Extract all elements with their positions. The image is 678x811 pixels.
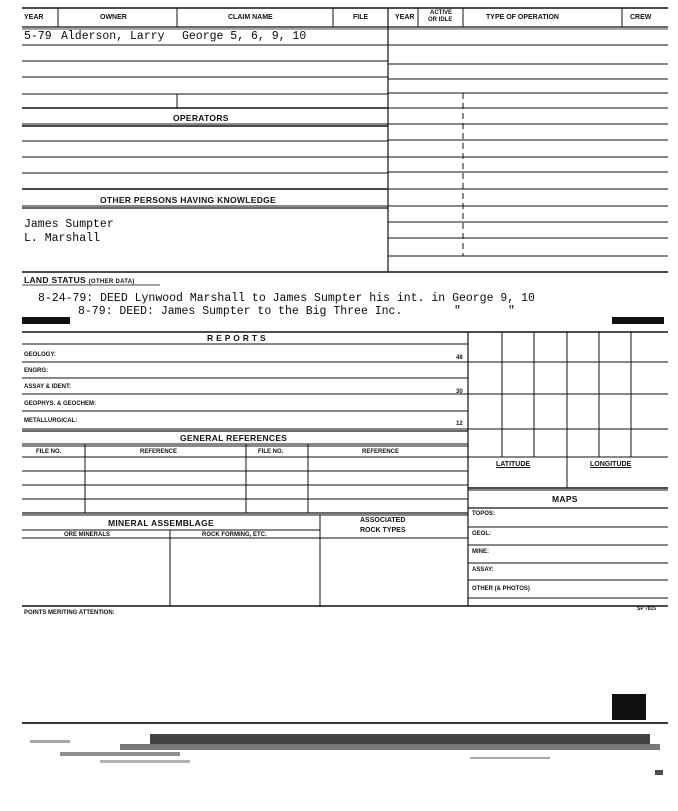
associated-label: ASSOCIATED: [360, 517, 406, 524]
owner-row-owner: Alderson, Larry: [61, 30, 165, 43]
ref-reference-1: REFERENCE: [140, 449, 178, 455]
general-references-heading: GENERAL REFERENCES: [180, 433, 288, 443]
land-status-ditto-2: ": [508, 305, 515, 318]
ref-file-no-1: FILE NO.: [36, 449, 62, 455]
report-assay: ASSAY & IDENT:: [24, 384, 72, 390]
land-status-entry-2: 8-79: DEED: James Sumpter to the Big Three Inc.: [78, 305, 403, 318]
ink-blotch-left: [22, 317, 70, 324]
points-meriting-attention: POINTS MERITING ATTENTION:: [24, 610, 115, 616]
longitude-label: LONGITUDE: [590, 461, 632, 468]
mineral-assemblage-heading: MINERAL ASSEMBLAGE: [108, 518, 214, 528]
ref-reference-2: REFERENCE: [362, 449, 400, 455]
ref-file-no-2: FILE NO.: [258, 449, 284, 455]
header-crew: CREW: [630, 14, 652, 21]
maps-assay: ASSAY:: [472, 567, 494, 573]
report-geophys: GEOPHYS. & GEOCHEM:: [24, 401, 97, 407]
operators-heading: OPERATORS: [173, 113, 229, 123]
land-status-heading: [24, 276, 135, 285]
rock-types-label: ROCK TYPES: [360, 527, 406, 534]
land-status-sublabel: (OTHER DATA): [88, 279, 135, 285]
report-number-12: 12: [456, 421, 463, 427]
report-geology: GEOLOGY:: [24, 352, 56, 358]
maps-other: OTHER (& PHOTOS): [472, 586, 530, 592]
other-persons-heading: OTHER PERSONS HAVING KNOWLEDGE: [100, 195, 277, 205]
report-engrg: ENGRG:: [24, 368, 48, 374]
report-number-48: 48: [456, 355, 463, 361]
maps-heading: MAPS: [552, 494, 578, 504]
header-file: FILE: [353, 14, 369, 21]
header-claim-name: CLAIM NAME: [228, 14, 273, 21]
header-owner: OWNER: [100, 14, 127, 21]
rock-forming-label: ROCK FORMING, ETC.: [202, 532, 267, 538]
header-type-of-operation: TYPE OF OPERATION: [486, 14, 559, 21]
scan-noise: [22, 694, 668, 775]
reports-heading: R E P O R T S: [207, 333, 267, 343]
owner-row-claim-name: George 5, 6, 9, 10: [182, 30, 307, 43]
ink-blotch-right: [612, 317, 664, 324]
owner-row-year: 5-79: [24, 30, 52, 43]
other-person-2: L. Marshall: [24, 232, 100, 245]
maps-mine: MINE:: [472, 549, 489, 555]
header-year-2: YEAR: [395, 14, 415, 21]
header-year: YEAR: [24, 14, 44, 21]
form-number: SP 7815: [637, 606, 657, 612]
ore-minerals-label: ORE MINERALS: [64, 532, 111, 538]
report-metallurgical: METALLURGICAL:: [24, 418, 78, 424]
header-active: ACTIVE: [430, 10, 453, 16]
maps-geol: GEOL:: [472, 531, 491, 537]
header-or-idle: OR IDLE: [428, 17, 453, 23]
maps-topos: TOPOS:: [472, 511, 495, 517]
land-status-entry-1: 8-24-79: DEED Lynwood Marshall to James Sumpter his int. in George 9, 10: [38, 292, 535, 305]
other-person-1: James Sumpter: [24, 218, 114, 231]
land-status-ditto-1: ": [454, 305, 461, 318]
land-status-label: LAND STATUS: [24, 275, 87, 285]
latitude-label: LATITUDE: [496, 461, 531, 468]
report-number-30: 30: [456, 389, 463, 395]
